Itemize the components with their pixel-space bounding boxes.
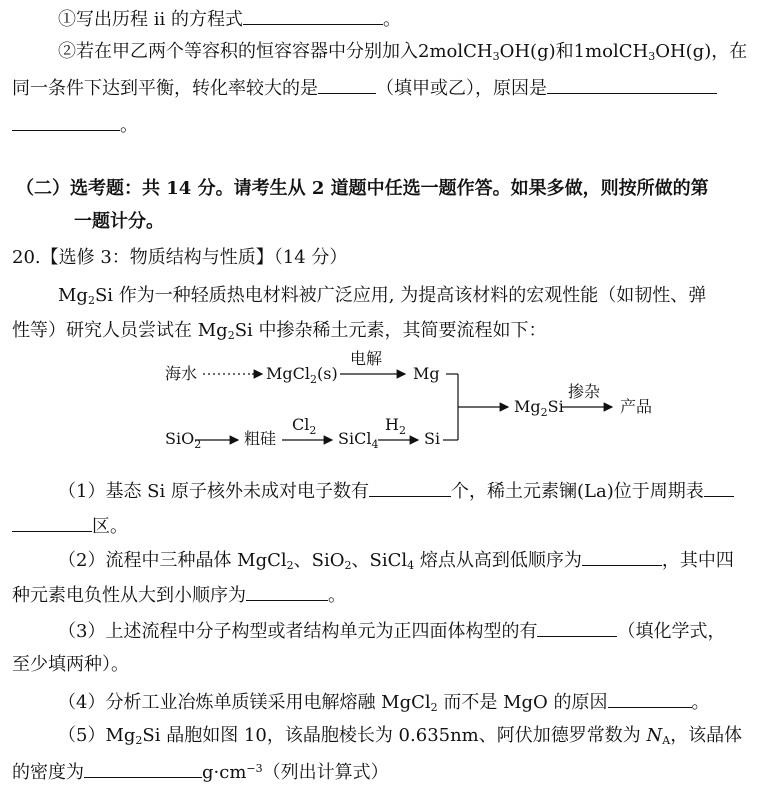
- q20-intro-line2: 性等）研究人员尝试在 $Mg_2Si$ 中掺杂稀土元素，其简要流程如下：: [12, 320, 547, 342]
- sub-q5-line2: 的密度为 $g\cdot cm^{-3}$（列出计算式）: [12, 759, 389, 785]
- answer-blank-6b[interactable]: [12, 513, 92, 532]
- answer-blank-6[interactable]: [704, 478, 734, 497]
- q20-intro-line1: $Mg_2Si$ 作为一种轻质热电材料被广泛应用, 为提高该材料的宏观性能（如韧性、弹: [58, 285, 707, 307]
- answer-blank-5[interactable]: [369, 478, 451, 497]
- answer-blank-10[interactable]: [608, 689, 692, 708]
- flow-mgcl2: MgCl$_2$(s): [266, 364, 338, 386]
- q20-header: 20.【选修 3：物质结构与性质】（14 分）: [12, 247, 348, 268]
- flow-sio2: SiO$_2$: [165, 429, 202, 451]
- flow-mg: Mg: [413, 364, 440, 383]
- sub-q1-line2: 区。: [12, 513, 128, 539]
- answer-blank-8[interactable]: [246, 582, 328, 601]
- sub-q2-line1: （2）流程中三种晶体 MgCl$_2$、SiO$_2$、SiCl$_4$ 熔点从高到低顺序为 ，其中四: [58, 547, 734, 573]
- sub-q3-line1: （3）上述流程中分子构型或者结构单元为正四面体构型的有 （填化学式，: [58, 618, 725, 644]
- flow-product: 产品: [620, 397, 653, 416]
- answer-blank-11[interactable]: [84, 759, 202, 778]
- flow-seawater: 海水: [165, 364, 198, 383]
- sub-q4: （4）分析工业冶炼单质镁采用电解熔融 MgCl$_2$ 而不是 MgO 的原因 。: [58, 689, 710, 715]
- section-heading-line1: （二）选考题：共 14 分。请考生从 2 道题中任选一题作答。如果多做，则按所做的第: [16, 178, 709, 199]
- sub-q3-line2: 至少填两种）。: [12, 654, 129, 675]
- q1-item1: ①写出历程 ii 的方程式 。: [58, 6, 401, 32]
- q1-item2-line2: 同一条件下达到平衡，转化率较大的是 （填甲或乙），原因是: [12, 75, 717, 101]
- flow-doping-label: 掺杂: [568, 382, 601, 401]
- flow-crude-si: 粗硅: [244, 429, 277, 448]
- flow-electrolysis-label: 电解: [350, 349, 383, 368]
- flow-cl2-label: $Cl_2$: [292, 415, 317, 437]
- flow-si: Si: [424, 429, 441, 448]
- flow-mg2si: $Mg_2Si$: [514, 397, 564, 419]
- answer-blank-7[interactable]: [582, 547, 662, 566]
- answer-blank-9[interactable]: [537, 618, 617, 637]
- section-heading-line2: 一题计分。: [74, 211, 164, 232]
- sub-q1-line1: （1）基态 Si 原子核外未成对电子数有 个，稀土元素镧(La)位于周期表: [58, 478, 734, 504]
- q1-item2-line3: 。: [12, 112, 138, 138]
- sub-q5-line1: $(5)Mg_2Si$ 晶胞如图 10，该晶胞棱长为 0.635nm、阿伏加德罗常数为 $N_A$，该晶体: [58, 725, 743, 747]
- sub-q2-line2: 种元素电负性从大到小顺序为 。: [12, 582, 346, 608]
- q1-item2-line1: ②若在甲乙两个等容积的恒容容器中分别加入2molCH$_3$OH(g)和1molCH$_3$OH(g)，在: [58, 41, 748, 63]
- flow-h2-label: $H_2$: [385, 415, 406, 437]
- flow-sicl4: SiCl$_4$: [338, 429, 379, 451]
